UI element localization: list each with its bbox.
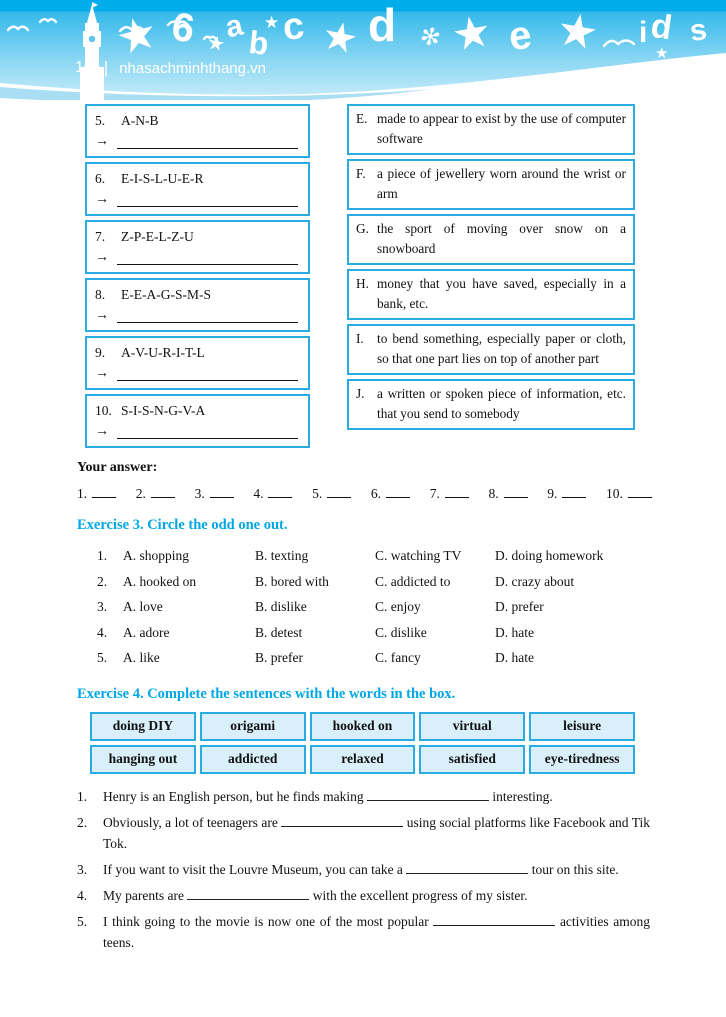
definition-letter: I. [356, 331, 364, 346]
answer-slot-number: 1. [77, 486, 88, 501]
word-box-item: hooked on [310, 712, 416, 741]
row-number: 2. [97, 573, 108, 589]
answer-slot [371, 485, 410, 502]
letter-s: s [687, 13, 709, 49]
star-icon: ★ [552, 1, 603, 61]
sentence-item [77, 812, 650, 854]
scrambled-word: E-I-S-L-U-E-R [121, 171, 204, 186]
answer-blank[interactable] [151, 485, 175, 498]
item-number: 6. [95, 171, 106, 186]
star-icon: ★ [655, 45, 669, 62]
scrambled-word: E-E-A-G-S-M-S [121, 287, 211, 302]
sentence-number: 5. [77, 913, 88, 929]
answer-line[interactable] [117, 309, 298, 323]
item-number: 8. [95, 287, 106, 302]
option-b[interactable]: B. prefer [255, 650, 303, 665]
answer-number-row [77, 485, 652, 502]
scramble-row [85, 104, 310, 158]
sentence-blank[interactable] [367, 788, 489, 801]
arrow-icon: → [95, 424, 109, 439]
definition-row [347, 379, 635, 430]
star-icon: ★ [109, 4, 164, 66]
option-d[interactable]: D. hate [495, 624, 534, 640]
definition-text: money that you have saved, especially in a bank, etc. [377, 276, 626, 311]
word-box-item: virtual [419, 712, 525, 741]
definition-row [347, 214, 635, 265]
matching-exercise [85, 104, 650, 448]
word-box-row [90, 745, 635, 774]
answer-line[interactable] [117, 251, 298, 265]
odd-one-out-row [97, 543, 650, 569]
star-icon: ★ [317, 12, 363, 64]
definition-text: a written or spoken piece of information, etc. that you send to somebody [377, 386, 626, 421]
exercise4-title: Exercise 4. Complete the sentences with the words in the box. [77, 685, 456, 702]
odd-one-out-row [97, 594, 650, 620]
answer-slot-number: 4. [253, 486, 264, 501]
sentence-item [77, 885, 650, 906]
option-b[interactable]: B. detest [255, 624, 303, 640]
arrow-icon: → [95, 366, 109, 381]
sentence-number: 2. [77, 814, 88, 830]
sentence-list [77, 786, 650, 953]
sentence-before: Henry is an English person, but he finds making [103, 788, 364, 804]
sentence-number: 1. [77, 788, 88, 804]
item-number: 9. [95, 345, 106, 360]
arrow-icon: → [95, 192, 109, 207]
word-box-item: doing DIY [90, 712, 196, 741]
exercise3-options [97, 543, 650, 671]
answer-slot-number: 8. [488, 486, 499, 501]
page-info-bar [75, 58, 266, 78]
definition-letter: G. [356, 221, 369, 236]
option-c[interactable]: C. watching TV [375, 548, 462, 563]
sentence-item [77, 786, 650, 807]
letter-d: d [368, 0, 397, 51]
item-number: 5. [95, 113, 106, 128]
definition-row [347, 104, 635, 155]
word-box [90, 712, 635, 774]
answer-slot [488, 485, 527, 502]
option-d[interactable]: D. doing homework [495, 548, 604, 563]
answer-blank[interactable] [386, 485, 410, 498]
answer-slot-number: 3. [194, 486, 205, 501]
option-b[interactable]: B. texting [255, 548, 309, 563]
sentence-number: 3. [77, 861, 88, 877]
answer-slot [312, 485, 351, 502]
definition-letter: H. [356, 276, 369, 291]
arrow-icon: → [95, 250, 109, 265]
letter-6: 6 [169, 4, 198, 52]
scramble-row [85, 278, 310, 332]
option-b[interactable]: B. bored with [255, 573, 329, 589]
answer-blank[interactable] [445, 485, 469, 498]
sentence-item [77, 911, 650, 953]
letter-b: b [247, 24, 271, 62]
definitions-table [347, 104, 635, 448]
answer-line[interactable] [117, 193, 298, 207]
answer-slot [77, 485, 116, 502]
answer-slot [547, 485, 586, 502]
star-icon: ★ [264, 13, 280, 32]
answer-slot-number: 7. [429, 486, 440, 501]
row-number: 1. [97, 548, 108, 563]
page-header [0, 0, 726, 100]
sentence-blank[interactable] [406, 861, 528, 874]
option-c[interactable]: C. fancy [375, 650, 421, 665]
answer-blank[interactable] [562, 485, 586, 498]
sentence-before: If you want to visit the Louvre Museum, you can take a [103, 861, 403, 877]
item-number: 10. [95, 403, 112, 418]
word-box-row [90, 712, 635, 741]
scrambled-word: A-N-B [121, 113, 159, 128]
page-number-divider: | [103, 58, 109, 77]
sentence-blank[interactable] [187, 887, 309, 900]
answer-slot [253, 485, 292, 502]
letter-a: a [222, 8, 246, 45]
scrambled-word: A-V-U-R-I-T-L [121, 345, 205, 360]
word-box-item: leisure [529, 712, 635, 741]
definition-letter: J. [356, 386, 365, 401]
odd-one-out-row [97, 569, 650, 595]
answer-line[interactable] [117, 367, 298, 381]
answer-line[interactable] [117, 135, 298, 149]
your-answer-label: Your answer: [77, 460, 158, 475]
definition-text: to bend something, especially paper or cloth, so that one part lies on top of another part [377, 331, 626, 366]
definition-text: the sport of moving over snow on a snowboard [377, 221, 626, 256]
letter-c: c [280, 5, 307, 49]
option-b[interactable]: B. dislike [255, 599, 307, 614]
answer-slot [136, 485, 175, 502]
word-box-item: relaxed [310, 745, 416, 774]
definition-letter: F. [356, 166, 366, 181]
sentence-before: I think going to the movie is now one of the most popular [103, 913, 429, 929]
page-number: 10 [75, 59, 93, 76]
option-c[interactable]: C. dislike [375, 624, 427, 640]
answer-slot-number: 9. [547, 486, 558, 501]
answer-slot-number: 6. [370, 486, 382, 501]
option-a[interactable]: A. adore [123, 624, 170, 640]
sentence-number: 4. [77, 887, 88, 903]
site-url: nhasachminhthang.vn [119, 59, 266, 77]
sentence-blank[interactable] [281, 814, 403, 827]
answer-blank[interactable] [92, 485, 116, 498]
tower-clock [89, 36, 95, 42]
odd-one-out-row [97, 620, 650, 646]
sentence-after: activities among teens. [103, 913, 650, 950]
option-a[interactable]: A. hooked on [123, 573, 197, 589]
answer-blank[interactable] [210, 485, 234, 498]
option-c[interactable]: C. addicted to [375, 573, 451, 589]
word-box-item: addicted [200, 745, 306, 774]
scrambled-words-table [85, 104, 310, 448]
flower-star-icon: ✻ [417, 21, 444, 54]
star-icon: ★ [447, 5, 496, 62]
sentence-item [77, 859, 650, 880]
answer-slot [195, 485, 234, 502]
row-number: 5. [97, 650, 108, 665]
option-a[interactable]: A. love [123, 599, 163, 614]
answer-slot [430, 485, 469, 502]
sentence-after: interesting. [492, 788, 553, 804]
header-art [0, 0, 726, 100]
option-d[interactable]: D. hate [495, 650, 534, 665]
definition-text: a piece of jewellery worn around the wrist or arm [377, 166, 626, 201]
word-box-item: origami [200, 712, 306, 741]
answer-blank[interactable] [268, 485, 292, 498]
answer-blank[interactable] [504, 485, 528, 498]
definition-row [347, 324, 635, 375]
definition-row [347, 159, 635, 210]
item-number: 7. [95, 229, 106, 244]
arrow-icon: → [95, 134, 109, 149]
row-number: 3. [97, 599, 108, 614]
answer-blank[interactable] [628, 485, 652, 498]
scramble-row [85, 336, 310, 390]
answer-slot-number: 10. [606, 486, 623, 501]
letter-d: d [648, 6, 675, 48]
bird-icon [8, 19, 634, 46]
answer-slot-number: 2. [135, 486, 146, 501]
sentence-blank[interactable] [433, 913, 555, 926]
row-number: 4. [97, 624, 108, 640]
sentence-after: using social platforms like Facebook and Tik Tok. [103, 814, 651, 851]
option-c[interactable]: C. enjoy [375, 599, 421, 614]
scramble-row [85, 220, 310, 274]
scrambled-word: S-I-S-N-G-V-A [121, 403, 206, 418]
sentence-after: tour on this site. [531, 861, 619, 877]
exercise3-title: Exercise 3. Circle the odd one out. [77, 517, 288, 533]
definition-text: made to appear to exist by the use of computer software [377, 111, 626, 146]
answer-blank[interactable] [327, 485, 351, 498]
scramble-row [85, 162, 310, 216]
letter-e: e [506, 12, 535, 60]
word-box-item: satisfied [419, 745, 525, 774]
arrow-icon: → [95, 308, 109, 323]
definition-row [347, 269, 635, 320]
option-d[interactable]: D. crazy about [495, 573, 575, 589]
sentence-after: with the excellent progress of my sister. [312, 887, 528, 903]
option-a[interactable]: A. like [123, 650, 160, 665]
your-answer-section [77, 460, 650, 502]
tower-icon [80, 2, 104, 100]
option-d[interactable]: D. prefer [495, 599, 544, 614]
answer-slot-number: 5. [312, 486, 323, 501]
word-box-item: hanging out [90, 745, 196, 774]
definition-letter: E. [356, 111, 368, 126]
answer-slot [606, 485, 652, 502]
option-a[interactable]: A. shopping [123, 548, 190, 563]
sentence-before: My parents are [103, 887, 184, 903]
sentence-before: Obviously, a lot of teenagers are [103, 814, 278, 830]
odd-one-out-row [97, 645, 650, 671]
word-box-item: eye-tiredness [529, 745, 635, 774]
star-icon: ★ [205, 31, 227, 57]
page-content [0, 100, 726, 953]
letter-i: i [639, 16, 648, 49]
scramble-row [85, 394, 310, 448]
answer-line[interactable] [117, 425, 298, 439]
scrambled-word: Z-P-E-L-Z-U [121, 229, 194, 244]
